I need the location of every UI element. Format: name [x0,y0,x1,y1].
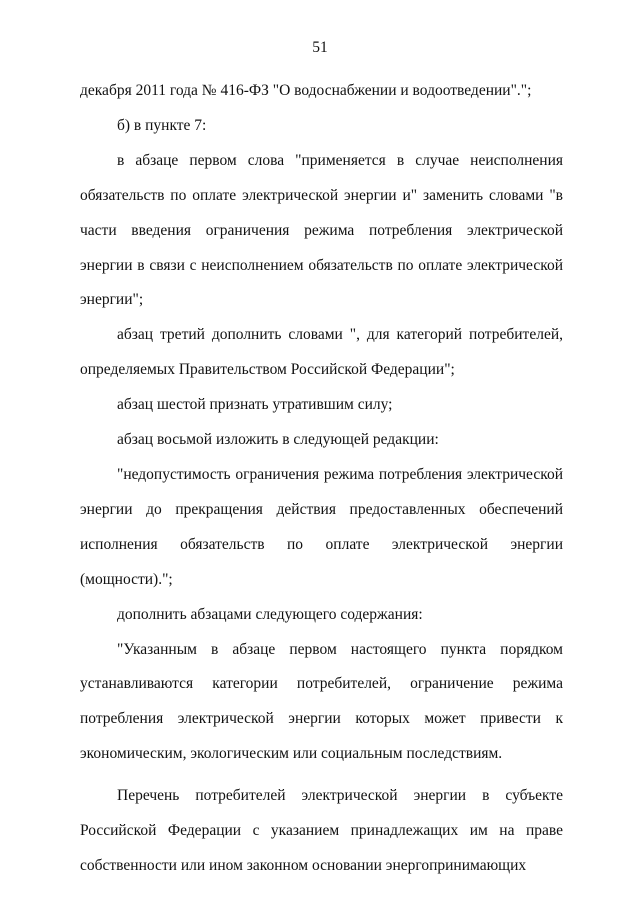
paragraph-consumer-list: Перечень потребителей электрической энергии в субъекте Российской Федерации с указанием принадлежащих им на праве собственности или ином законном основании энергопринимающих [80,787,563,874]
paragraph-point-7-heading: б) в пункте 7: [117,116,207,134]
page-number: 51 [312,39,328,56]
paragraph-first-abzac-amendment: в абзаце первом слова "применяется в случае неисполнения обязательств по оплате электрической энергии и" заменить словами "в части введения ограничения режима потребления электрической энергии в связи с неисполнением обязательств по оплате электрической энергии"; [80,151,563,309]
paragraph-consumer-categories: "Указанным в абзаце первом настоящего пункта порядком устанавливаются категории потребителей, ограничение режима потребления электрической энергии которых может привести к экономическим, экологическим или социальным последствиям. [80,640,563,763]
paragraph-law-reference-continuation: декабря 2011 года № 416-ФЗ "О водоснабжении и водоотведении"."; [80,82,532,99]
paragraph-add-abzacs-heading: дополнить абзацами следующего содержания: [117,605,423,623]
paragraph-eighth-abzac-heading: абзац восьмой изложить в следующей редакции: [117,431,439,449]
document-body [80,74,563,884]
paragraph-sixth-abzac-repeal: абзац шестой признать утратившим силу; [117,396,393,414]
paragraph-eighth-abzac-text: "недопустимость ограничения режима потребления электрической энергии до прекращения действия предоставленных обеспечений исполнения обязательств по оплате электрической энергии (мощности)."; [80,465,563,588]
paragraph-third-abzac-amendment: абзац третий дополнить словами ", для категорий потребителей, определяемых Правительством Российской Федерации"; [80,326,563,379]
